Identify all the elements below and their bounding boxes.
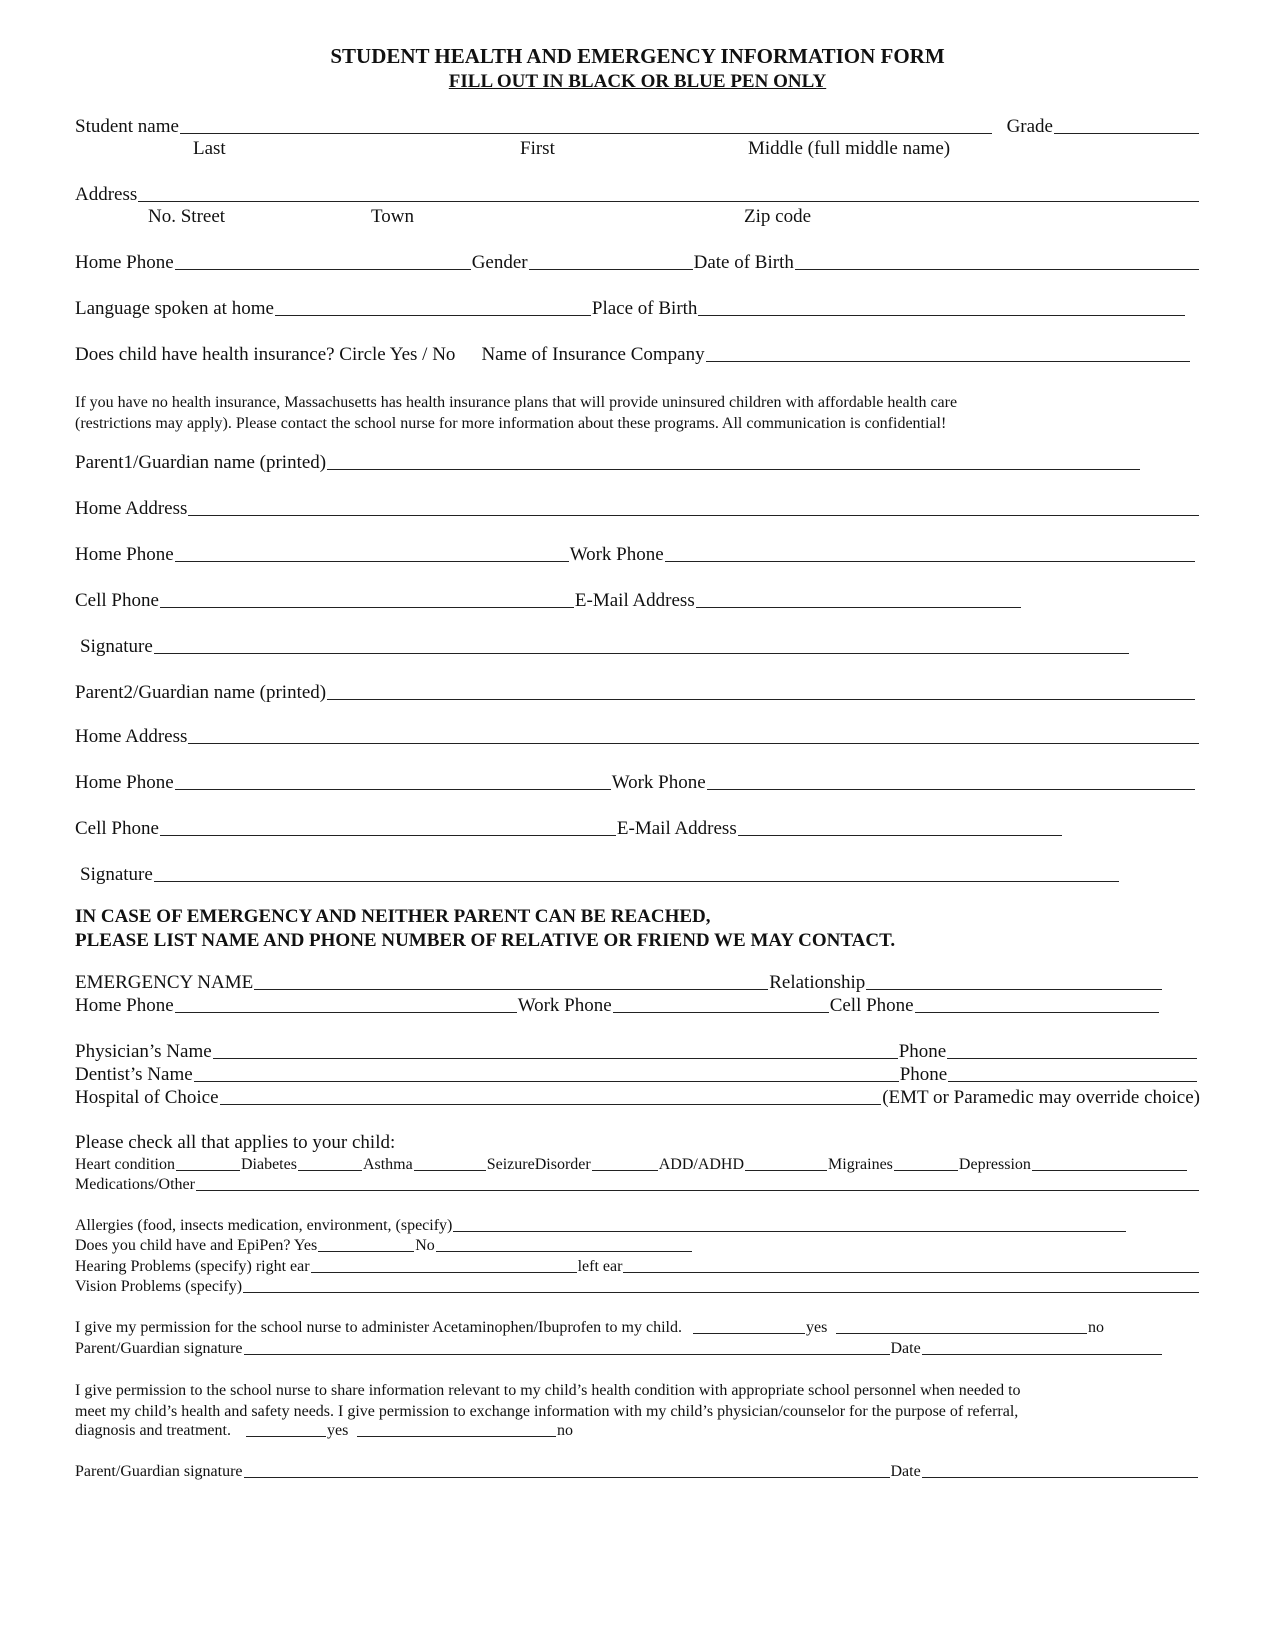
vision-field[interactable] [243,1279,1199,1293]
insurance-row: Does child have health insurance? Circle Yes / No Name of Insurance Company [75,344,1191,366]
town-caption: Town [371,206,415,227]
insurance-company-field[interactable] [706,345,1190,362]
dentist-phone-field[interactable] [948,1065,1197,1082]
add-adhd-check[interactable] [745,1157,827,1171]
parent2-work-phone-field[interactable] [707,773,1195,790]
migraines-check[interactable] [894,1157,958,1171]
permission1-yes-field[interactable] [693,1320,805,1334]
permission1-signature-row: Parent/Guardian signature Date [75,1339,1163,1358]
asthma-check[interactable] [414,1157,486,1171]
epipen-row: Does you child have and EpiPen? Yes No [75,1236,693,1255]
parent1-name-field[interactable] [327,453,1140,470]
epipen-no-field[interactable] [436,1238,692,1252]
first-caption: First [520,138,555,159]
form-subtitle: FILL OUT IN BLACK OR BLUE PEN ONLY [448,71,827,92]
emergency-heading: IN CASE OF EMERGENCY AND NEITHER PARENT CAN BE REACHED, PLEASE LIST NAME AND PHONE NUMBER OF RELATIVE OR FRIEND WE MAY CONTACT. [75,906,896,951]
emergency-home-phone-field[interactable] [175,996,517,1013]
dob-field[interactable] [795,253,1199,270]
dentist-name-field[interactable] [194,1065,899,1082]
emergency-cell-phone-field[interactable] [915,996,1159,1013]
parent2-cell-field[interactable] [160,819,616,836]
emergency-name-row: EMERGENCY NAME Relationship [75,972,1163,994]
epipen-yes-field[interactable] [318,1238,414,1252]
permission1-signature-field[interactable] [244,1341,890,1355]
right-ear-field[interactable] [311,1259,577,1273]
permission2-text: I give permission to the school nurse to share information relevant to my child’s health condition with appropriate school personnel when needed to meet my child’s health and safety needs. I give permission to exchange information with my child’s physician/counselor for the purpose of referral, [75,1382,1021,1420]
physician-phone-field[interactable] [947,1042,1197,1059]
parent1-email-field[interactable] [696,591,1021,608]
emergency-work-phone-field[interactable] [613,996,829,1013]
relationship-field[interactable] [866,973,1162,990]
street-caption: No. Street [148,206,226,227]
permission1-date-field[interactable] [922,1341,1162,1355]
heart-condition-check[interactable] [176,1157,240,1171]
gender-field[interactable] [529,253,693,270]
student-name-row: Student name Grade [75,116,1200,138]
permission2-answer-row: diagnosis and treatment. yes no [75,1422,573,1439]
hospital-row: Hospital of Choice (EMT or Paramedic may override choice) [75,1087,1200,1108]
student-name-field[interactable] [180,117,992,134]
diabetes-check[interactable] [298,1157,362,1171]
parent1-phone-row: Home Phone Work Phone [75,544,1196,566]
parent2-email-field[interactable] [738,819,1062,836]
permission2-no-field[interactable] [357,1423,556,1437]
parent2-signature-row: Signature [80,864,1120,886]
parent1-address-row: Home Address [75,498,1200,520]
seizure-disorder-check[interactable] [592,1157,658,1171]
language-row: Language spoken at home Place of Birth [75,298,1186,320]
parent2-address-field[interactable] [188,727,1199,744]
parent1-work-phone-field[interactable] [665,545,1195,562]
middle-caption: Middle (full middle name) [748,138,951,159]
allergies-field[interactable] [453,1218,1126,1232]
parent2-cell-row: Cell Phone E-Mail Address [75,818,1063,840]
language-field[interactable] [275,299,591,316]
place-of-birth-field[interactable] [698,299,1185,316]
emergency-phone-row: Home Phone Work Phone Cell Phone [75,995,1160,1017]
physician-name-field[interactable] [213,1042,898,1059]
permission2-yes-field[interactable] [246,1423,326,1437]
parent1-name-row: Parent1/Guardian name (printed) [75,452,1141,474]
permission1-no-field[interactable] [836,1320,1087,1334]
hearing-row: Hearing Problems (specify) right ear left ear [75,1257,1200,1276]
physician-row: Physician’s Name Phone [75,1041,1198,1063]
vision-row: Vision Problems (specify) [75,1277,1200,1296]
student-home-phone-field[interactable] [175,253,471,270]
parent2-phone-row: Home Phone Work Phone [75,772,1196,794]
permission2-signature-field[interactable] [244,1464,890,1478]
zip-caption: Zip code [744,206,812,227]
address-field[interactable] [138,185,1199,202]
permission1-row: I give my permission for the school nurse to administer Acetaminophen/Ibuprofen to my child. yes no [75,1319,1104,1336]
insurance-note: If you have no health insurance, Massachusetts has health insurance plans that will provide uninsured children with affordable health care (restrictions may apply). Please contact the school nurse for more information about these programs. All communication is confidential! [75,394,958,432]
phone-gender-dob-row: Home Phone Gender Date of Birth [75,252,1200,274]
hospital-field[interactable] [220,1088,882,1105]
parent2-name-row: Parent2/Guardian name (printed) [75,682,1196,704]
insurance-yes-no[interactable]: Does child have health insurance? Circle Yes / No [75,344,456,365]
dentist-row: Dentist’s Name Phone [75,1064,1198,1086]
permission2-signature-row: Parent/Guardian signature Date [75,1462,1199,1481]
parent2-signature-field[interactable] [154,865,1119,882]
conditions-heading: Please check all that applies to your child: [75,1132,396,1153]
allergies-row: Allergies (food, insects medication, environment, (specify) [75,1216,1127,1235]
medications-row: Medications/Other [75,1175,1200,1194]
parent2-name-field[interactable] [327,683,1195,700]
parent1-cell-row: Cell Phone E-Mail Address [75,590,1022,612]
grade-field[interactable] [1054,117,1199,134]
conditions-row: Heart condition Diabetes Asthma SeizureDisorder ADD/ADHD Migraines Depression [75,1155,1188,1174]
medications-field[interactable] [196,1177,1199,1191]
parent2-home-phone-field[interactable] [175,773,611,790]
left-ear-field[interactable] [623,1259,1199,1273]
parent2-address-row: Home Address [75,726,1200,748]
emergency-name-field[interactable] [254,973,768,990]
parent1-signature-row: Signature [80,636,1130,658]
parent1-home-phone-field[interactable] [175,545,569,562]
permission2-date-field[interactable] [922,1464,1198,1478]
parent1-signature-field[interactable] [154,637,1129,654]
address-row: Address [75,184,1200,206]
form-title: STUDENT HEALTH AND EMERGENCY INFORMATION FORM [330,44,945,68]
parent1-address-field[interactable] [188,499,1199,516]
parent1-cell-field[interactable] [160,591,574,608]
last-caption: Last [193,138,226,159]
depression-check[interactable] [1032,1157,1187,1171]
